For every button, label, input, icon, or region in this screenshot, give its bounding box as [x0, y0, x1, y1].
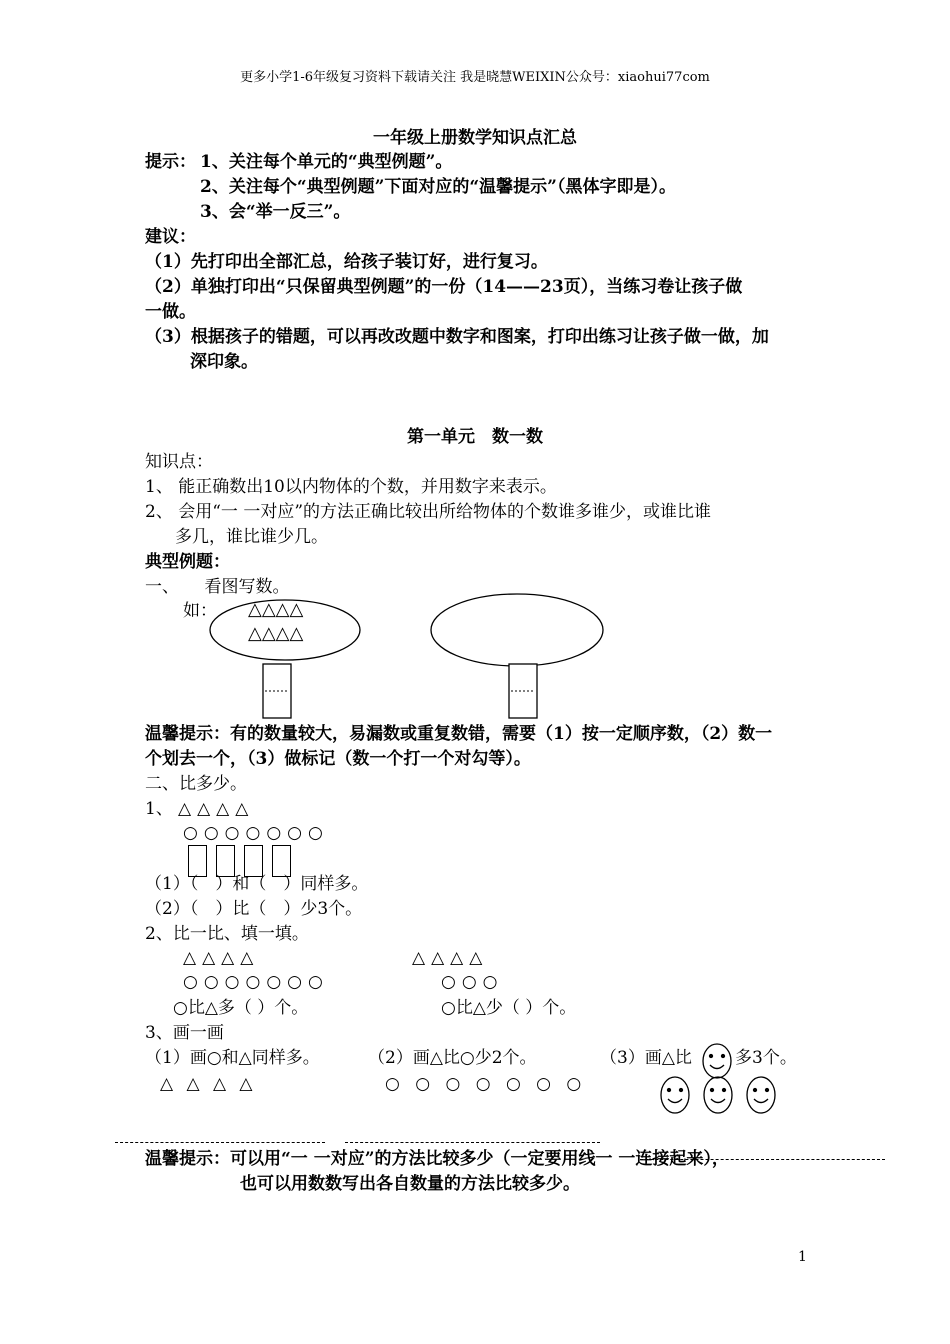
q3-item-1: （1）画○和△同样多。: [145, 1048, 320, 1068]
q2-right-circles: ○○○: [441, 972, 504, 992]
examples-label: 典型例题：: [145, 552, 230, 572]
q1-label: 1、: [145, 799, 173, 819]
smiley-face-icon: [704, 1077, 732, 1113]
page-number: 1: [798, 1249, 807, 1265]
knowledge-1: 1、 能正确数出10以内物体的个数，并用数字来表示。: [145, 477, 557, 497]
example-1-title: 一、 看图写数。: [145, 577, 290, 597]
suggest-item-2b: 一做。: [145, 302, 196, 322]
triangle-row-1: △△△△: [248, 599, 304, 620]
q3-item-2: （2）画△比○少2个。: [368, 1048, 537, 1068]
q3-triangles: △ △ △ △: [160, 1074, 257, 1094]
knowledge-2b: 多几，谁比谁少几。: [175, 527, 328, 547]
q1-fill-2: （2）（ ）比（ ）少3个。: [145, 899, 363, 919]
q3-title: 3、画一画: [145, 1023, 224, 1043]
warm-tip-1a: 温馨提示：有的数量较大，易漏数或重复数错，需要（1）按一定顺序数，（2）数一: [145, 724, 773, 744]
smiley-faces: [655, 1043, 785, 1123]
tip-item-3: 3、会“举一反三”。: [200, 202, 351, 222]
knowledge-2a: 2、 会用“一 一对应”的方法正确比较出所给物体的个数谁多谁少，或谁比谁: [145, 502, 712, 522]
q2-left-triangles: △△△△: [183, 948, 260, 968]
suggest-label: 建议：: [145, 227, 196, 247]
tip-item-2: 2、关注每个“典型例题”下面对应的“温馨提示”（黑体字即是）。: [200, 177, 676, 197]
smiley-face-icon: [703, 1044, 731, 1078]
unit-title: 第一单元 数一数: [407, 427, 543, 447]
q2-left-fill: ○比△多（ ）个。: [173, 998, 309, 1018]
example-1-prefix: 如：: [183, 601, 217, 621]
suggest-item-3a: （3）根据孩子的错题，可以再改改题中数字和图案，打印出练习让孩子做一做，加: [145, 327, 769, 347]
right-ellipse: [431, 594, 603, 666]
suggest-item-1: （1）先打印出全部汇总，给孩子装订好，进行复习。: [145, 252, 548, 272]
q2-left-circles: ○○○○○○○: [183, 972, 329, 992]
warm-tip-2a: 温馨提示：可以用“一 一对应”的方法比较多少（一定要用线一 一连接起来），: [145, 1149, 729, 1169]
triangle-row-2: △△△△: [248, 623, 304, 644]
q2-right-fill: ○比△少（ ）个。: [441, 998, 577, 1018]
example-2-title: 二、比多少。: [145, 774, 247, 794]
q2-right-triangles: △△△△: [412, 948, 489, 968]
smiley-face-icon: [747, 1077, 775, 1113]
warm-tip-2b: 也可以用数数写出各自数量的方法比较多少。: [240, 1174, 580, 1194]
q3-item-3b: 多3个。: [735, 1048, 797, 1068]
doc-title: 一年级上册数学知识点汇总: [373, 128, 577, 148]
q3-item-3a: （3）画△比: [600, 1048, 692, 1068]
dashed-line-1: [115, 1142, 325, 1143]
tip-item-1: 1、关注每个单元的“典型例题”。: [200, 152, 453, 172]
page-header: 更多小学1-6年级复习资料下载请关注 我是晓慧WEIXIN公众号：xiaohui77com: [240, 70, 710, 85]
knowledge-label: 知识点：: [145, 452, 213, 472]
q1-circles: ○○○○○○○: [183, 823, 329, 843]
tips-label: 提示：: [145, 152, 196, 172]
q1-triangles: △△△△: [178, 799, 255, 819]
dashed-line-2: [345, 1142, 600, 1143]
q3-circles: ○ ○ ○ ○ ○ ○ ○: [385, 1074, 587, 1094]
smiley-face-icon: [661, 1077, 689, 1113]
suggest-item-2a: （2）单独打印出“只保留典型例题”的一份（14——23页），当练习卷让孩子做: [145, 277, 743, 297]
q1-fill-1: （1）（ ）和（ ）同样多。: [145, 874, 369, 894]
q2-title: 2、比一比、填一填。: [145, 924, 309, 944]
suggest-item-3b: 深印象。: [190, 352, 258, 372]
warm-tip-1b: 个划去一个，（3）做标记（数一个打一个对勾等）。: [145, 749, 531, 769]
